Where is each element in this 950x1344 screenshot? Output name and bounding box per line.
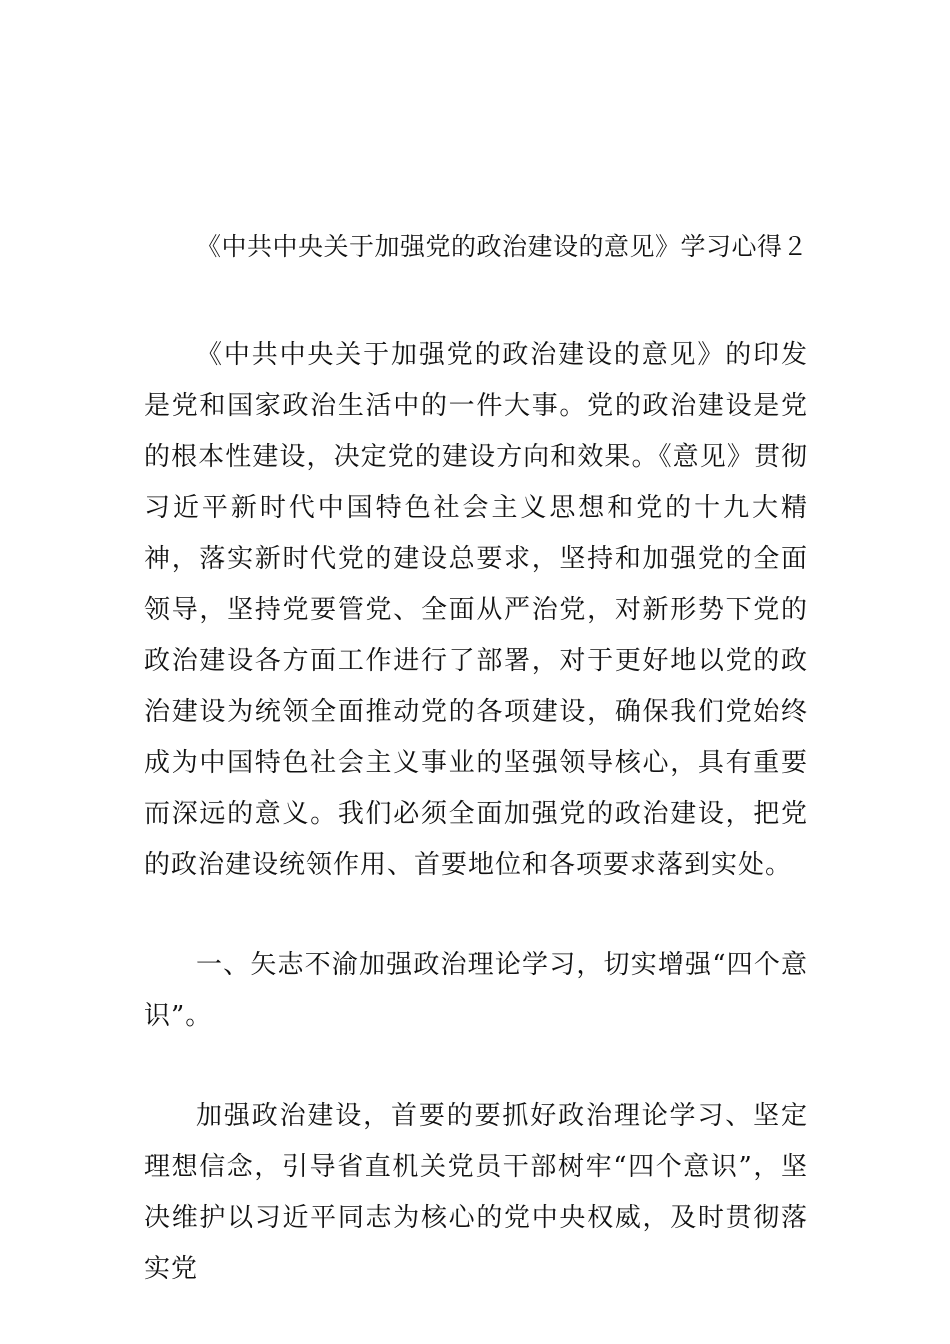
document-title: 《中共中央关于加强党的政治建设的意见》学习心得２ — [196, 232, 809, 261]
section-heading-1: 一、矢志不渝加强政治理论学习，切实增强“四个意识”。 — [144, 950, 808, 1031]
section-paragraph-1: 加强政治建设，首要的要抓好政治理论学习、坚定理想信念，引导省直机关党员干部树牢“四个意识”，坚决维护以习近平同志为核心的党中央权威，及时贯彻落实党 — [144, 1101, 808, 1284]
intro-paragraph: 《中共中央关于加强党的政治建设的意见》的印发是党和国家政治生活中的一件大事。党的政治建设是党的根本性建设，决定党的建设方向和效果。《意见》贯彻习近平新时代中国特色社会主义思想和党的十九大精神，落实新时代党的建设总要求，坚持和加强党的全面领导，坚持党要管党、全面从严治党，对新形势下党的政治建设各方面工作进行了部署，对于更好地以党的政治建设为统领全面推动党的各项建设，确保我们党始终成为中国特色社会主义事业的坚强领导核心，具有重要而深远的意义。我们必须全面加强党的政治建设，把党的政治建设统领作用、首要地位和各项要求落到实处。 — [144, 340, 808, 880]
document-body — [144, 227, 808, 1295]
